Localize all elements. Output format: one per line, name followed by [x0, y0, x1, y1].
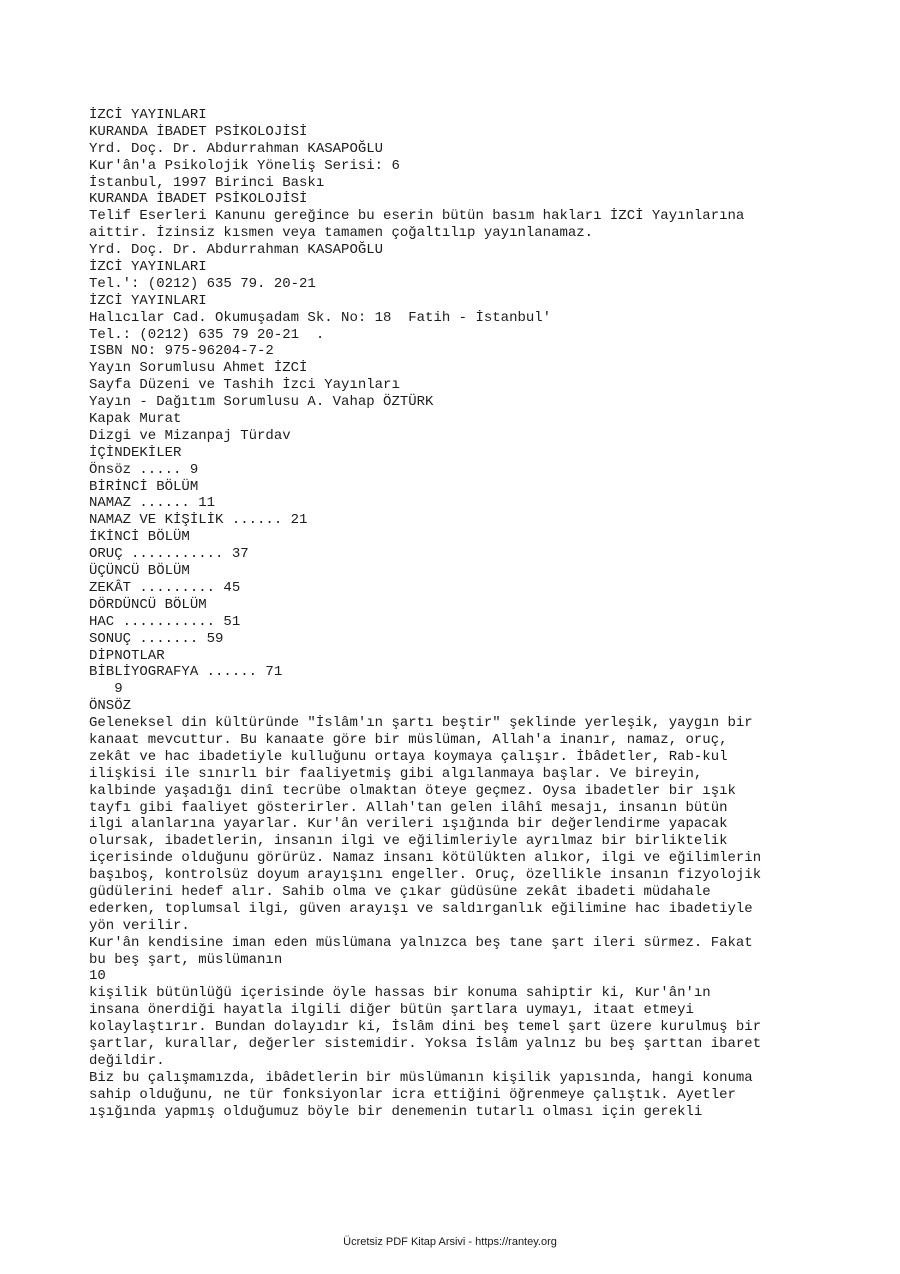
- text-line: İÇİNDEKİLER: [89, 444, 182, 461]
- text-line: Tel.: (0212) 635 79 20-21 .: [89, 326, 325, 343]
- text-line: değildir.: [89, 1052, 165, 1069]
- text-line: tayfı gibi faaliyet gösterirler. Allah'tan gelen ilâhî mesajı, insanın bütün: [89, 799, 728, 816]
- text-line: KURANDA İBADET PSİKOLOJİSİ: [89, 191, 308, 208]
- text-line: İZCİ YAYINLARI: [89, 107, 207, 123]
- text-line: kalbinde yaşadığı dinî tecrübe olmaktan öteye geçmez. Oysa ibadetler bir ışık: [89, 782, 736, 799]
- text-line: DİPNOTLAR: [89, 647, 165, 664]
- text-line: ilişkisi ile sınırlı bir faaliyetmiş gibi algılanmaya başlar. Ve bireyin,: [89, 765, 703, 782]
- text-line: BİRİNCİ BÖLÜM: [89, 478, 199, 495]
- text-line: zekât ve hac ibadetiyle kulluğunu ortaya koymaya çalışır. İbâdetler, Rab-kul: [89, 748, 728, 765]
- text-line: Kapak Murat: [89, 411, 182, 428]
- text-line: kolaylaştırır. Bundan dolayıdır ki, İslâm dini beş temel şart üzere kurulmuş bir: [89, 1019, 762, 1036]
- text-line: Yrd. Doç. Dr. Abdurrahman KASAPOĞLU: [89, 140, 384, 157]
- text-line: Halıcılar Cad. Okumuşadam Sk. No: 18 Fatih - İstanbul': [89, 309, 552, 326]
- text-line: içerisinde olduğunu görürüz. Namaz insanı kötülükten alıkor, ilgi ve eğilimlerin: [89, 850, 762, 867]
- text-line: yön verilir.: [89, 917, 190, 934]
- text-line: Sayfa Düzeni ve Tashih İzci Yayınları: [89, 377, 400, 394]
- text-line: NAMAZ ...... 11: [89, 495, 216, 512]
- text-line: insana önerdiği hayatla ilgili diğer bütün şartlara uymayı, itaat etmeyi: [89, 1002, 694, 1019]
- text-line: İKİNCİ BÖLÜM: [89, 529, 190, 546]
- document-text: [89, 107, 889, 1120]
- text-line: Biz bu çalışmamızda, ibâdetlerin bir müslümanın kişilik yapısında, hangi konuma: [89, 1069, 753, 1086]
- page-footer: Ücretsiz PDF Kitap Arsivi - https://rantey.org: [343, 1236, 557, 1248]
- text-line: Yayın - Dağıtım Sorumlusu A. Vahap ÖZTÜRK: [89, 394, 434, 411]
- text-line: ederken, toplumsal ilgi, güven arayışı ve saldırganlık eğilimine hac ibadetiyle: [89, 900, 753, 917]
- text-line: Yayın Sorumlusu Ahmet İZCİ: [89, 360, 308, 377]
- text-line: sahip olduğunu, ne tür fonksiyonlar icra ettiğini öğrenmeye çalıştık. Ayetler: [89, 1086, 736, 1103]
- text-line: SONUÇ ....... 59: [89, 630, 224, 647]
- text-line: Dizgi ve Mizanpaj Türdav: [89, 427, 291, 444]
- text-line: ORUÇ ........... 37: [89, 546, 249, 563]
- text-line: HAC ........... 51: [89, 613, 241, 630]
- text-line: Kur'ân'a Psikolojik Yöneliş Serisi: 6: [89, 157, 400, 174]
- text-line: Yrd. Doç. Dr. Abdurrahman KASAPOĞLU: [89, 242, 384, 259]
- text-line: ISBN NO: 975-96204-7-2: [89, 343, 274, 360]
- text-line: ZEKÂT ......... 45: [89, 579, 241, 596]
- text-line: Önsöz ..... 9: [89, 461, 199, 478]
- text-line: ÖNSÖZ: [89, 698, 132, 715]
- text-line: 10: [89, 968, 106, 985]
- text-line: Geleneksel din kültüründe "İslâm'ın şartı beştir" şeklinde yerleşik, yaygın bir: [89, 715, 753, 732]
- text-line: Telif Eserleri Kanunu gereğince bu eserin bütün basım hakları İZCİ Yayınlarına: [89, 208, 745, 225]
- text-line: 9: [89, 681, 123, 698]
- text-line: şartlar, kurallar, değerler sistemidir. Yoksa İslâm yalnız bu beş şarttan ibaret: [89, 1035, 762, 1052]
- text-line: KURANDA İBADET PSİKOLOJİSİ: [89, 123, 308, 140]
- text-line: bu beş şart, müslümanın: [89, 951, 283, 968]
- text-line: Tel.': (0212) 635 79. 20-21: [89, 275, 316, 292]
- text-line: NAMAZ VE KİŞİLİK ...... 21: [89, 512, 308, 529]
- text-line: DÖRDÜNCÜ BÖLÜM: [89, 596, 207, 613]
- text-line: olursak, ibadetlerin, insanın ilgi ve eğilimleriyle ayrılmaz bir birliktelik: [89, 833, 728, 850]
- text-line: ışığında yapmış olduğumuz böyle bir denemenin tutarlı olması için gerekli: [89, 1103, 703, 1120]
- text-line: ilgi alanlarına yayarlar. Kur'ân verileri ışığında bir değerlendirme yapacak: [89, 816, 728, 833]
- text-line: başıboş, kontrolsüz doyum arayışını engeller. Oruç, özellikle insanın fizyolojik: [89, 867, 762, 884]
- text-line: İZCİ YAYINLARI: [89, 292, 207, 309]
- text-line: aittir. İzinsiz kısmen veya tamamen çoğaltılıp yayınlanamaz.: [89, 225, 594, 242]
- text-line: güdülerini hedef alır. Sahib olma ve çıkar güdüsüne zekât ibadeti müdahale: [89, 883, 711, 900]
- text-line: ÜÇÜNCÜ BÖLÜM: [89, 563, 190, 580]
- text-line: kanaat mevcuttur. Bu kanaate göre bir müslüman, Allah'a inanır, namaz, oruç,: [89, 731, 728, 748]
- text-line: İZCİ YAYINLARI: [89, 259, 207, 276]
- text-line: İstanbul, 1997 Birinci Baskı: [89, 174, 325, 191]
- text-line: BİBLİYOGRAFYA ...... 71: [89, 664, 283, 681]
- text-line: kişilik bütünlüğü içerisinde öyle hassas bir konuma sahiptir ki, Kur'ân'ın: [89, 985, 711, 1002]
- text-line: Kur'ân kendisine iman eden müslümana yalnızca beş tane şart ileri sürmez. Fakat: [89, 934, 753, 951]
